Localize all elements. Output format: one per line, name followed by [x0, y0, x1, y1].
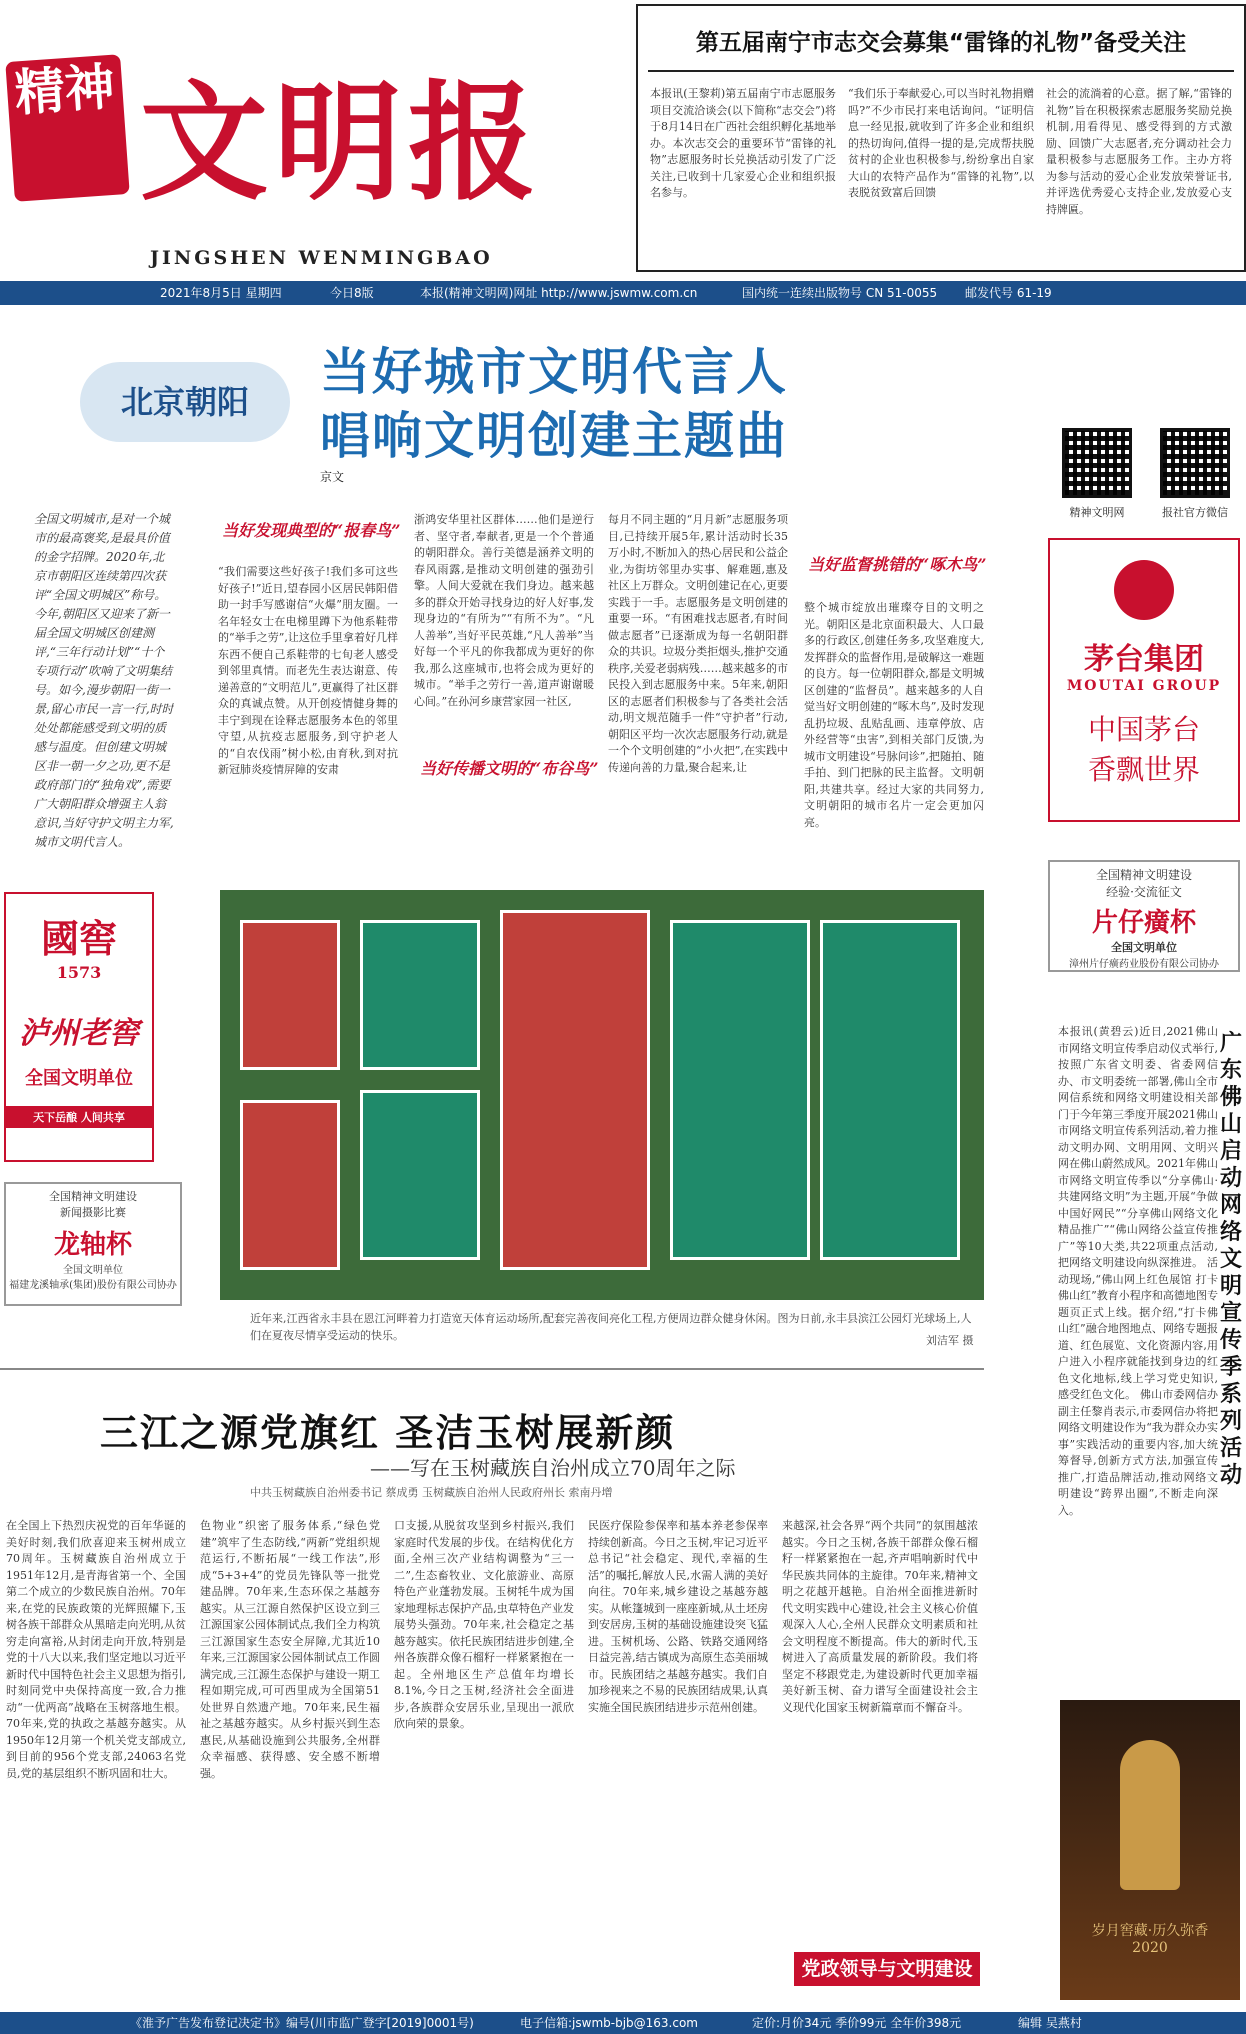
footer-price: 定价:月价34元 季价99元 全年价398元 [752, 2016, 962, 2030]
photo-credit: 刘洁军 摄 [926, 1334, 974, 1347]
lzb-mid: 新闻摄影比赛 [60, 1206, 126, 1219]
side-p3: 佛山市委网信办副主任黎肖表示,市委网信办将把网络文明建设作为“我为群众办实事”实践活动的重要内容,加大统筹督导,创新方式方法,加强宣传推广,打造品牌活动,推动网络文明建设“跨界出圈”,不断走向深入。 [1058, 1388, 1218, 1517]
pzh-co: 漳州片仔癀药业股份有限公司协办 [1069, 959, 1219, 970]
top-story-box [636, 4, 1246, 272]
lead-headline[interactable] [320, 340, 788, 468]
lead-headline-line1: 当好城市文明代言人 [320, 343, 788, 401]
pzh-unit: 全国文明单位 [1111, 941, 1177, 954]
lead-col3-tail [414, 804, 594, 856]
article2-col5: 来越深,社会各界“两个共同”的氛围越浓越实。今日之玉树,各族干部群众像石榴籽一样紧紧抱在一起,齐声唱响新时代中华民族共同体的主旋律。70年来,精神文明之花越开越艳。自治州全面推进新时代文明实践中心建设,社会主义核心价值观深入人心,全州人民群众文明素质和社会文明程度不断提高。伟大的新时代,玉树进入了高质量发展的新阶段。我们将坚定不移跟党走,为建设新时代更加幸福美好新玉树、奋力谱写全面建设社会主义现代化国家玉树新篇章而不懈奋斗。 [782, 1519, 978, 1714]
top-story-rule [648, 70, 1234, 72]
article2-col4: 民医疗保险参保率和基本养老参保率持续创新高。今日之玉树,牢记习近平总书记“社会稳定、现代,幸福的生活”的嘱托,解放人民,水需人满的美好向往。70年来,城乡建设之基越夯越实。从帐篷城到一座座新城,从土坯房到安居房,玉树的基础设施建设突飞猛进。玉树机场、公路、铁路交通网络日益完善,结古镇成为高原生态美丽城市。民族团结之基越夯越实。我们自加珍视来之不易的民族团结成果,认真实施全国民族团结进步示范州创建。 [588, 1519, 768, 1714]
qr-label-website: 精神文明网 [1069, 506, 1125, 519]
moutai-en: MOUTAI GROUP [1066, 678, 1222, 694]
article2-col2: 色物业”织密了服务体系,“绿色党建”筑牢了生态防线,“两新”党组织规范运行,不断拓展“一线工作法”,形成“5+3+4”的党员先锋队等一批党建品牌。70年来,生态环保之基越夯越实。从三江源自然保护区设立到三江源国家公园体制试点,我们全力构筑三江源国家生态安全屏障,尤其近10年来,三江源国家公园体制试点工作圆满完成,三江源生态保护与建设一期工程如期完成,可可西里成为全国第51处世界自然遗产地。70年来,民生福祉之基越夯越实。从乡村振兴到生态惠民,从基础设施到公共服务,全州群众幸福感、获得感、安全感不断增强。 [200, 1519, 380, 1780]
guojiao-ad[interactable] [4, 892, 154, 1162]
pianzaihuang-ad[interactable] [1048, 860, 1240, 972]
pzh-name: 片仔癀杯 [1091, 908, 1196, 938]
lead-intro: 全国文明城市,是对一个城市的最高褒奖,是最具价值的金字招牌。2020年,北京市朝阳区连续第四次获评“全国文明城区”称号。今年,朝阳区又迎来了新一届全国文明城区创建测评,“三年行动计划”“十个专项行动”吹响了文明集结号。如今,漫步朝阳一街一景,留心市民一言一行,时时处处都能感受到文明的质感与温度。但创建文明城区非一朝一夕之功,更不是政府部门的“独角戏”,需要广大朝阳群众增强主人翁意识,当好守护文明主力军,城市文明代言人。 [34, 512, 174, 849]
pzh-top: 全国精神文明建设 [1095, 868, 1192, 882]
masthead-pinyin: JINGSHEN WENMINGBAO [150, 247, 493, 269]
top-story-col3: 社会的流淌着的心意。据了解,“雷锋的礼物”旨在积极探索志愿服务奖励兑换机制,用看得见、感受得到的方式激励、回馈广大志愿者,充分调动社会力量积极参与志愿服务工作。主办方将为参与活动的爱心企业发放荣誉证书,并评选优秀爱心支持企业,发放爱心支持牌匾。 [1046, 87, 1232, 216]
court-5 [500, 910, 650, 1270]
article2-byline: 中共玉树藏族自治州委书记 蔡成勇 玉树藏族自治州人民政府州长 索南丹增 [250, 1486, 613, 1499]
lead-headline-line2: 唱响文明创建主题曲 [320, 407, 788, 465]
lead-col3: 浙鸿安华里社区群体……他们是逆行者、坚守者,奉献者,更是一个个普通的朝阳群众。善行美德是涵养文明的春风雨露,是推动文明创建的强劲引擎。人间大爱就在我们身边。越来越多的群众开始寻找身边的好人好事,发现身边的“有所为”“有所不为”。“凡人善举”,当好平民英雄,“凡人善举”当好每一个平凡的你我都成为更好的你我,那么这座城市,也将会成为更好的城市。“举手之劳行一善,道声谢谢暖心间。”在孙河乡康营家园一社区, [414, 513, 594, 708]
wine-bottle-icon [1120, 1740, 1180, 1890]
issue-website[interactable]: 本报(精神文明网)网址 http://www.jswmw.com.cn [420, 286, 698, 300]
side-article-title[interactable]: 广东佛山启动网络文明宣传季系列活动 [1220, 1031, 1243, 1488]
wine-slogan: 岁月窖藏·历久弥香 [1091, 1923, 1209, 1939]
photo-caption: 近年来,江西省永丰县在恩江河畔着力打造宽天体育运动场所,配套完善夜间亮化工程,方便周边群众健身休闲。图为日前,永丰县滨江公园灯光球场上,人们在夏夜尽情享受运动的快乐。 [250, 1312, 972, 1342]
lead-byline: 京文 [320, 470, 345, 484]
lead-region-badge: 北京朝阳 [80, 362, 290, 442]
lzb-name: 龙轴杯 [53, 1230, 132, 1260]
side-p2: 活动现场,“佛山网上红色展馆 打卡佛山红”教育小程序和高德地图专题页正式上线。据介绍,“打卡佛山红”融合地图地点、网络专题报道、红色展览、文化资源内容,用户进入小程序就能找到身边的红色文化地标,线上学习党史知识,感受红色文化。 [1058, 1256, 1218, 1401]
top-story-col1: 本报讯(王黎莉)第五届南宁市志愿服务项目交流洽谈会(以下简称“志交会”)将于8月14日在广西社会组织孵化基地举办。本次志交会的重要环节“雷锋的礼物”志愿服务时长兑换活动引发了广泛关注,已收到十几家爱心企业和组织报名参与。 [650, 87, 836, 199]
qr-label-wechat: 报社官方微信 [1162, 506, 1228, 519]
top-story-title[interactable]: 第五届南宁市志交会募集“雷锋的礼物”备受关注 [695, 30, 1187, 56]
court-3 [360, 920, 480, 1070]
lzb-co: 福建龙溪轴承(集团)股份有限公司协办 [9, 1280, 177, 1291]
issue-date: 2021年8月5日 星期四 [160, 286, 282, 300]
footer-bar [0, 2012, 1246, 2034]
article2-subtitle: ——写在玉树藏族自治州成立70周年之际 [370, 1456, 736, 1480]
pzh-mid: 经验·交流征文 [1106, 885, 1182, 899]
guojiao-slogan: 天下岳酿 人间共享 [6, 1106, 152, 1128]
lead-col2: “我们需要这些好孩子!我们多可这些好孩子!”近日,望春园小区居民韩阳借助一封手写感谢信“火爆”朋友圈。一名年轻女士在电梯里蹲下为他系鞋带的“举手之劳”,让这位手里拿着好几样东西不便自己系鞋带的七旬老人感受到邻里真情。而老先生表达谢意、传递善意的“文明范儿”,更赢得了社区群众的真诚点赞。从开创疫情健身舞的丰宁到现在诠释志愿服务本色的邻里守望,从抗疫志愿服务,到守护老人的“自农伐雨”树小松,由育秋,到对抗新冠肺炎疫情屏障的安肃 [218, 565, 398, 776]
guojiao-unit: 全国文明单位 [25, 1068, 133, 1089]
guojiao-brand: 泸州老窖 [19, 1016, 139, 1051]
masthead-brand: 文明报 [140, 68, 543, 218]
top-story-col2: “我们乐于奉献爱心,可以当时礼物捐赠吗?”不少市民打来电话询问。“证明信息一经见报,就收到了许多企业和组织的热切询问,值得一提的是,完成帮扶脱贫村的企业也积极参与,纷纷拿出自家大山的农特产品作为“雷锋的礼物”,以表脱贫致富后回馈 [848, 87, 1034, 199]
wine-year: 2020 [1132, 1940, 1168, 1956]
longzhou-ad[interactable] [4, 1182, 182, 1306]
moutai-slogan-2: 香飘世界 [1087, 753, 1200, 786]
moutai-name: 茅台集团 [1084, 642, 1204, 677]
wine-ad[interactable] [1060, 1700, 1240, 2000]
issue-pages: 今日8版 [330, 286, 374, 300]
lead-subhead-2: 当好传播文明的“布谷鸟” [420, 759, 599, 778]
moutai-slogan-1: 中国茅台 [1087, 713, 1200, 746]
footer-ad-license: 《淮予广告发布登记决定书》编号(川市监广登字[2019]0001号) [130, 2016, 474, 2030]
court-6 [670, 920, 810, 1260]
lead-col5: 整个城市绽放出璀璨夺目的文明之光。朝阳区是北京面积最大、人口最多的行政区,创建任务多,攻坚难度大,发挥群众的监督作用,是破解这一难题的良方。每一位朝阳群众,都是文明城区创建的“监督员”。越来越多的人自觉当好文明创建的“啄木鸟”,及时发现乱扔垃圾、乱贴乱画、违章停放、店外经营等“虫害”,到相关部门反馈,为城市文明建设“号脉问诊”,把随拍、随手拍、到门把脉的民主监督。文明朝阳,共建共享。经过大家的共同努力,文明朝阳的城市名片一定会更加闪亮。 [804, 601, 984, 829]
article2-col3: 口支援,从脱贫攻坚到乡村振兴,我们家庭时代发展的步伐。在结构优化方面,全州三次产业结构调整为“三一二”,生态畜牧业、文化旅游业、高原特色产业蓬勃发展。玉树牦牛成为国家地理标志保护产品,虫草特色产业发展势头强劲。70年来,社会稳定之基越夯越实。依托民族团结进步创建,全州各族群众像石榴籽一样紧紧抱在一起。全州地区生产总值年均增长8.1%,今日之玉树,经济社会全面进步,各族群众安居乐业,呈现出一派欣欣向荣的景象。 [394, 1519, 574, 1730]
footer-editor: 编辑 吴燕村 [1018, 2016, 1082, 2030]
column-tag: 党政领导与文明建设 [794, 1952, 980, 1986]
qr-code-wechat[interactable] [1160, 428, 1230, 498]
guojiao-year: 1573 [56, 963, 102, 982]
issue-cn: 国内统一连续出版物号 CN 51-0055 [742, 286, 938, 300]
lead-subhead-3: 当好监督挑错的“啄木鸟” [808, 555, 987, 574]
court-7 [820, 920, 960, 1260]
court-4 [360, 1090, 480, 1260]
article2-col1: 在全国上下热烈庆祝党的百年华诞的美好时刻,我们欣喜迎来玉树州成立70周年。玉树藏族自治州成立于1951年12月,是青海省第一个、全国第二个成立的少数民族自治州。70年来,在党的民族政策的光辉照耀下,玉树各族干部群众从黑暗走向光明,从贫穷走向富裕,从封闭走向开放,特别是党的十八大以来,我们坚定地以习近平新时代中国特色社会主义思想为指引,时刻同党中央保持高度一致,合力推动“一优两高”战略在玉树落地生根。70年来,党的执政之基越夯越实。从1950年12月第一个机关党支部成立,到目前的956个党支部,24063名党员,党的基层组织不断巩固和壮大。 [6, 1519, 186, 1780]
moutai-ad[interactable] [1048, 538, 1240, 822]
side-p1: 本报讯(黄碧云)近日,2021佛山市网络文明宣传季启动仪式举行,按照广东省文明委、省委网信办、市文明委统一部署,佛山全市网信系统和网络文明建设相关部门于今年第三季度开展2021佛山市网络文明宣传系列活动,着力推动文明办网、文明用网、文明兴网在佛山蔚然成风。2021年佛山市网络文明宣传季以“分享佛山·共建网络文明”为主题,开展“争做中国好网民”“分享佛山网络文化精品推广”“佛山网络公益宣传推广”等10大类,共22项重点活动,把网络文明建设向纵深推进。 [1058, 1025, 1218, 1269]
side-article-body [1058, 1024, 1218, 1594]
lead-col4: 每月不同主题的“月月新”志愿服务项目,已持续开展5年,累计活动时长35万小时,不断加入的热心居民和公益企业,为街坊邻里办实事、解难题,惠及社区上万群众。文明创建记在心,更要实践于一手。志愿服务是文明创建的重要一环。“有困难找志愿者,有时间做志愿者”已逐渐成为每一名朝阳群众的共识。垃圾分类拒烟头,推护交通秩序,关爱老弱病残……越来越多的市民投入到志愿服务中来。5年来,朝阳区的志愿者们积极参与了各类社会活动,明文规范随手一件“守护者”行动,朝阳区平均一次次志愿服务行动,就是一个个文明创建的“小火把”,在实践中传递向善的力量,聚合起来,让 [608, 513, 788, 774]
qr-code-website[interactable] [1062, 428, 1132, 498]
lzb-unit: 全国文明单位 [63, 1265, 123, 1276]
article2-title[interactable]: 三江之源党旗红 圣洁玉树展新颜 [100, 1411, 676, 1455]
court-2 [240, 1100, 340, 1270]
section-divider [0, 1368, 984, 1370]
footer-email[interactable]: 电子信箱:jswmb-bjb@163.com [520, 2016, 698, 2030]
lzb-top: 全国精神文明建设 [49, 1190, 137, 1203]
lead-subhead-1: 当好发现典型的“报春鸟” [222, 521, 401, 540]
photo-sports-courts[interactable] [220, 890, 984, 1300]
masthead-seal: 精神 [5, 54, 129, 202]
issue-info-bar [0, 281, 1246, 305]
issue-postcode: 邮发代号 61-19 [965, 286, 1052, 300]
court-1 [240, 920, 340, 1070]
guojiao-name: 國窖 [40, 916, 117, 961]
moutai-logo-icon [1114, 560, 1174, 620]
